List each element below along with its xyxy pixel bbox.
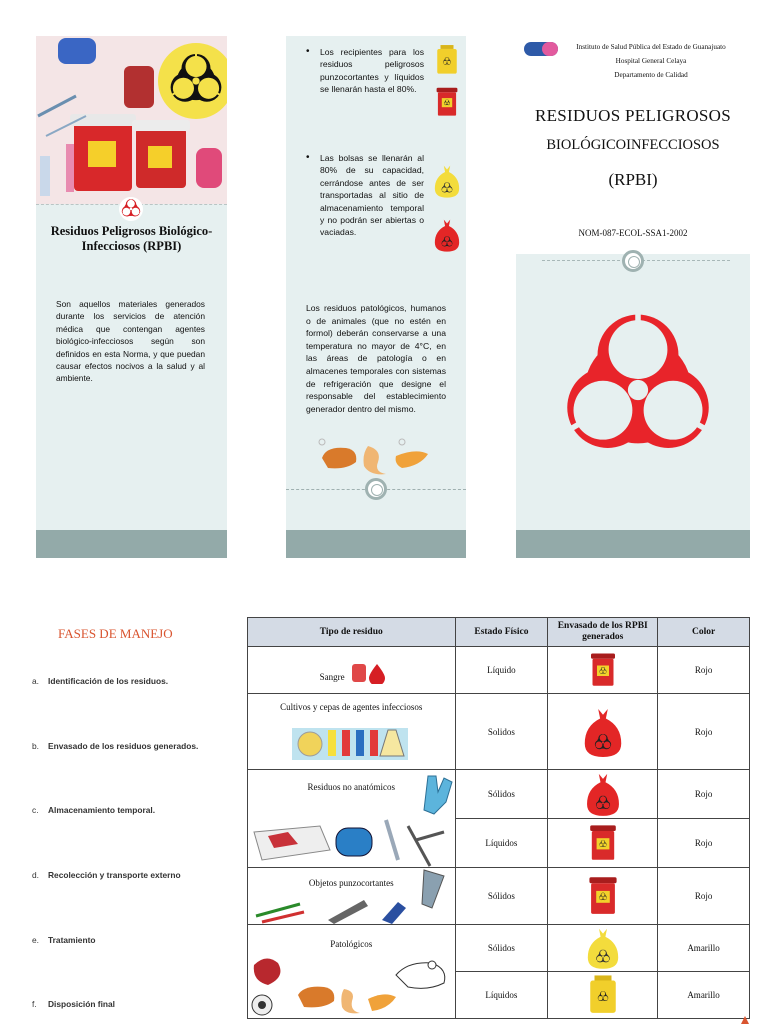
item-text: Almacenamiento temporal. <box>48 805 156 815</box>
red-bag-icon <box>579 703 627 761</box>
brochure-panel-cover <box>516 36 750 558</box>
envase-cell <box>548 819 658 868</box>
biohazard-icon <box>118 196 144 222</box>
estado-cell: Sólidos <box>455 925 548 972</box>
header-color: Color <box>658 618 750 647</box>
tipo-cell <box>248 647 456 694</box>
ring-ornament <box>622 250 644 272</box>
tipo-cell <box>248 694 456 770</box>
envase-cell <box>548 694 658 770</box>
institution-logo <box>524 42 558 56</box>
envase-cell <box>548 770 658 819</box>
estado-cell: Líquido <box>455 647 548 694</box>
cover-title-line1: RESIDUOS PELIGROSOS <box>534 106 732 125</box>
estado-cell: Sólidos <box>455 770 548 819</box>
brochure-panel-left <box>36 36 227 558</box>
yellow-bag-icon <box>431 160 463 202</box>
red-container-icon <box>588 651 618 689</box>
item-letter: e. <box>32 935 39 945</box>
bullet-text: Los recipientes para los residuos peligrosos punzocortantes y líquidos se llenarán hasta el 80%. <box>320 47 424 95</box>
ring-ornament <box>365 478 387 500</box>
brochure-panel-middle <box>286 36 466 558</box>
estado-cell: Líquidos <box>455 972 548 1019</box>
list-item: • Los recipientes para los residuos peligrosos punzocortantes y líquidos se llenarán hasta el 80%. <box>306 46 424 95</box>
list-item <box>32 676 168 686</box>
tipo-cell <box>248 925 456 1019</box>
tipo-cell <box>248 770 456 868</box>
list-item <box>32 935 95 945</box>
list-item <box>32 999 115 1009</box>
list-item <box>32 741 198 751</box>
color-cell: Rojo <box>658 868 750 925</box>
list-item <box>32 805 155 815</box>
item-letter: d. <box>32 870 39 880</box>
table-row <box>248 694 750 770</box>
norm-code: NOM-087-ECOL-SSA1-2002 <box>578 228 688 238</box>
color-cell: Amarillo <box>658 925 750 972</box>
hospital-name: Hospital General Celaya <box>615 57 687 65</box>
red-container-icon <box>434 84 460 120</box>
table-row <box>248 770 750 819</box>
cover-header <box>516 36 750 254</box>
rpbi-table <box>247 617 750 1019</box>
institution-name: Instituto de Salud Pública del Estado de Guanajuato <box>576 43 726 51</box>
blood-icon <box>351 662 387 684</box>
list-item <box>32 870 181 880</box>
panel-title: Residuos Peligrosos Biológico-Infecciosos (RPBI) <box>50 224 213 253</box>
red-container-icon <box>587 823 619 863</box>
estado-cell: Líquidos <box>455 819 548 868</box>
color-cell: Rojo <box>658 770 750 819</box>
table-row <box>248 647 750 694</box>
estado-cell: Sólidos <box>455 868 548 925</box>
yellow-container-icon <box>434 42 460 78</box>
cover-title-line2: BIOLÓGICOINFECCIOSOS <box>546 137 720 153</box>
item-text: Disposición final <box>48 999 116 1009</box>
item-letter: f. <box>32 999 37 1009</box>
envase-cell <box>548 925 658 972</box>
fases-title: FASES DE MANEJO <box>58 626 173 641</box>
footer-bar <box>516 530 750 558</box>
table-header-row <box>248 618 750 647</box>
yellow-container-icon <box>586 974 620 1016</box>
biohazard-icon <box>546 298 730 482</box>
tipo-label: Patológicos <box>330 939 373 949</box>
waste-collage-image <box>36 36 227 204</box>
item-text: Envasado de los residuos generados. <box>48 741 199 751</box>
tipo-label: Residuos no anatómicos <box>307 782 395 792</box>
table-row <box>248 868 750 925</box>
footer-bar <box>286 530 466 558</box>
culture-tubes-icon <box>292 720 408 762</box>
institution-block <box>556 40 746 82</box>
envase-cell <box>548 868 658 925</box>
tipo-cell <box>248 868 456 925</box>
color-cell: Rojo <box>658 819 750 868</box>
footer-bar <box>36 530 227 558</box>
item-letter: b. <box>32 741 39 751</box>
header-tipo: Tipo de residuo <box>248 618 456 647</box>
estado-cell: Solidos <box>455 694 548 770</box>
rpbi-definition: Son aquellos materiales generados durante los servicios de atención médica que contengan agentes biológico-infecciosos según son definidos en esta Norma, y que puedan causar efectos nocivos a la salud y al ambiente. <box>56 299 205 384</box>
sharps-icon <box>248 868 456 925</box>
color-cell: Amarillo <box>658 972 750 1019</box>
item-text: Recolección y transporte externo <box>48 870 181 880</box>
envase-cell <box>548 972 658 1019</box>
item-letter: a. <box>32 676 39 686</box>
red-container-icon <box>586 874 620 918</box>
pathological-waste-icon <box>248 925 456 1019</box>
organs-icon <box>316 436 440 476</box>
department-name: Departamento de Calidad <box>614 71 688 79</box>
bullet-text: Las bolsas se llenarán al 80% de su capacidad, cerrándose antes de ser transportadas al sitio de almacenamiento temporal y no podrán ser abiertas o vaciadas. <box>320 153 424 238</box>
cover-title-line3: (RPBI) <box>608 170 658 189</box>
tipo-label: Objetos punzocortantes <box>308 878 394 888</box>
envase-cell <box>548 647 658 694</box>
color-cell: Rojo <box>658 647 750 694</box>
red-bag-icon <box>431 214 463 256</box>
item-text: Identificación de los residuos. <box>48 676 169 686</box>
non-anatomical-waste-icon <box>248 770 456 868</box>
header-estado: Estado Físico <box>455 618 548 647</box>
red-bag-icon <box>582 770 624 818</box>
list-item: • Las bolsas se llenarán al 80% de su capacidad, cerrándose antes de ser transportadas al sitio de almacenamiento temporal y no podrán ser abiertas o vaciadas. <box>306 152 424 238</box>
header-envasado: Envasado de los RPBI generados <box>548 618 658 647</box>
corner-marker-icon <box>741 1016 749 1024</box>
yellow-bag-icon <box>583 925 623 971</box>
tipo-label: Sangre <box>319 672 345 682</box>
pathological-waste-text: Los residuos patológicos, humanos o de animales (que no estén en formol) deberán conservarse a una temperatura no mayor de 4°C, en las áreas de patología o en almacenes temporales con sistemas de refrigeración que designe el responsable del establecimiento generador dentro del mismo. <box>306 303 446 414</box>
table-row <box>248 925 750 972</box>
item-letter: c. <box>32 805 39 815</box>
color-cell: Rojo <box>658 694 750 770</box>
item-text: Tratamiento <box>48 935 96 945</box>
tipo-label: Cultivos y cepas de agentes infecciosos <box>280 702 423 712</box>
